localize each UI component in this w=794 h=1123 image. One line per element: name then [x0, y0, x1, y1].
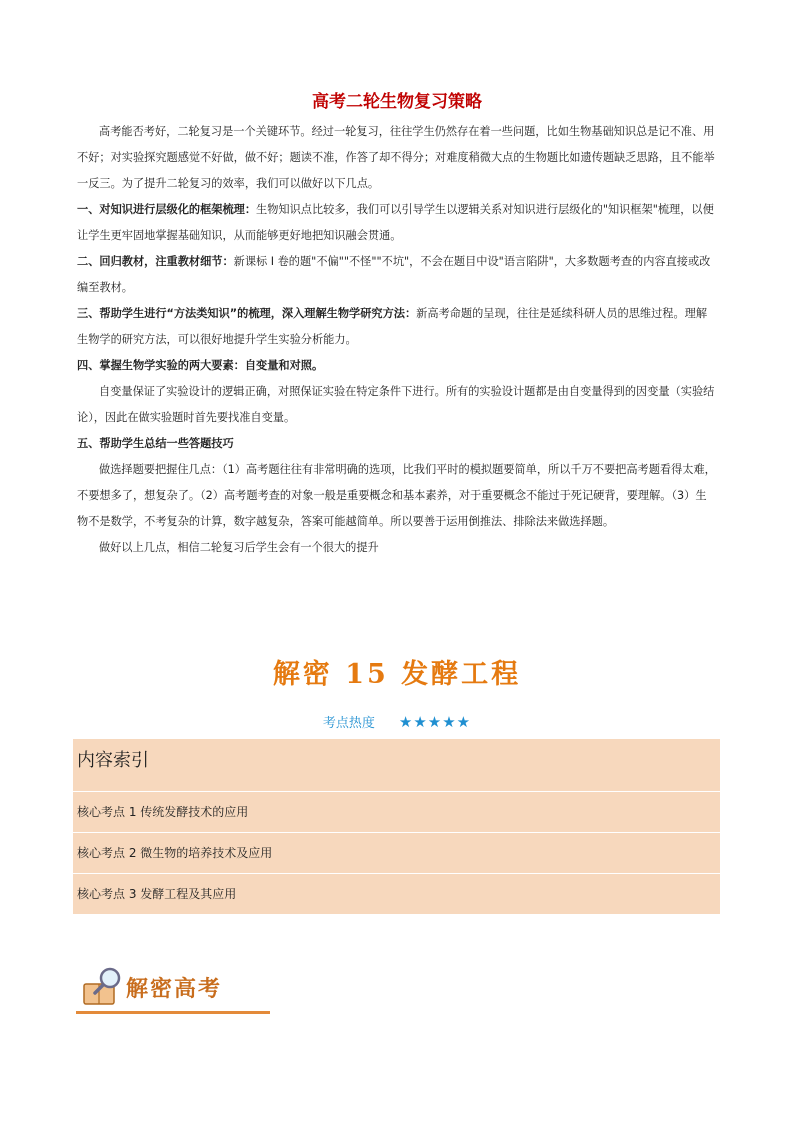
chapter-title: 解密 15 发酵工程	[272, 659, 522, 690]
intro-paragraph: 高考能否考好，二轮复习是一个关键环节。经过一轮复习，往往学生仍然存在着一些问题，比如生物基础知识总是记不准、用不好；对实验探究题感觉不好做，做不好；题读不准，作答了却不得分；对难度稍微大点的生物题比如遗传题缺乏思路，且不能举一反三。为了提升二轮复习的效率，我们可以做好以下几点。	[77, 125, 715, 190]
section-1	[77, 197, 717, 249]
index-item: 核心考点 1 传统发酵技术的应用	[73, 792, 720, 833]
content-index-table	[73, 739, 720, 914]
section-2	[77, 249, 717, 301]
section-4	[77, 353, 717, 379]
closing-paragraph: 做好以上几点，相信二轮复习后学生会有一个很大的提升	[99, 541, 379, 554]
index-title: 内容索引	[73, 739, 720, 792]
document-title: 高考二轮生物复习策略	[312, 92, 482, 112]
badge-underline	[76, 1011, 270, 1014]
section-heading: 二、回归教材，注重教材细节：	[77, 255, 234, 268]
badge-title: 解密高考	[126, 976, 223, 1002]
section-4-body: 自变量保证了实验设计的逻辑正确，对照保证实验在特定条件下进行。所有的实验设计题都是由自变量得到的因变量（实验结论），因此在做实验题时首先要找准自变量。	[77, 385, 715, 424]
heat-label: 考点热度	[322, 716, 375, 731]
section-text: 新课标 I 卷的题"不偏""不怪""不坑"，不会在题目中设"语言陷阱"，大多数题考查的内容直接或改编至教材。	[77, 255, 711, 294]
magnifier-book-icon	[80, 964, 128, 1010]
section-5	[77, 431, 717, 457]
heat-rating	[0, 712, 794, 731]
section-heading: 三、帮助学生进行“方法类知识”的梳理，深入理解生物学研究方法：	[77, 307, 417, 320]
section-3	[77, 301, 717, 353]
section-heading: 四、掌握生物学实验的两大要素：自变量和对照。	[77, 359, 324, 372]
section-text: 生物知识点比较多，我们可以引导学生以逻辑关系对知识进行层级化的"知识框架"梳理，以便让学生更牢固地掌握基础知识，从而能够更好地把知识融会贯通。	[77, 203, 714, 242]
section-text: 新高考命题的呈现，往往是延续科研人员的思维过程。理解生物学的研究方法，可以很好地提升学生实验分析能力。	[77, 307, 708, 346]
document-body	[77, 119, 717, 561]
index-item: 核心考点 3 发酵工程及其应用	[73, 874, 720, 914]
index-item: 核心考点 2 微生物的培养技术及应用	[73, 833, 720, 874]
section-heading: 五、帮助学生总结一些答题技巧	[77, 437, 234, 450]
section-heading: 一、对知识进行层级化的框架梳理：	[77, 203, 257, 216]
section-badge	[76, 964, 276, 1016]
section-5-body: 做选择题要把握住几点：（1）高考题往往有非常明确的选项，比我们平时的模拟题要简单，所以千万不要把高考题看得太难，不要想多了，想复杂了。（2）高考题考查的对象一般是重要概念和基本素养，对于重要概念不能过于死记硬背，要理解。（3）生物不是数学，不考复杂的计算，数字越复杂，答案可能越简单。所以要善于运用倒推法、排除法来做选择题。	[77, 463, 716, 528]
star-rating-icon: ★★★★★	[398, 713, 472, 731]
